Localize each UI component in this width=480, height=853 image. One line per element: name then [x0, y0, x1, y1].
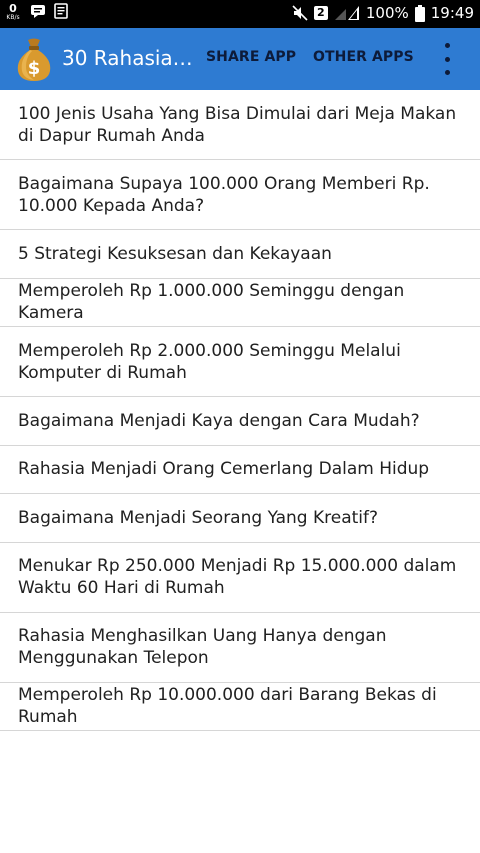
list-item-label: Memperoleh Rp 1.000.000 Seminggu dengan Kamera	[18, 281, 405, 324]
list-item[interactable]	[0, 494, 480, 543]
signal-icon	[334, 5, 360, 21]
status-right	[292, 4, 474, 22]
mute-icon	[292, 5, 308, 21]
money-bag-icon	[14, 37, 54, 83]
article-list	[0, 90, 480, 731]
net-speed-value: 0	[9, 2, 17, 15]
list-item-label: Bagaimana Menjadi Kaya dengan Cara Mudah?	[18, 410, 420, 431]
overflow-dot	[445, 70, 450, 75]
overflow-menu-icon[interactable]	[440, 43, 454, 75]
net-speed-unit: KB/s	[6, 14, 20, 21]
list-item[interactable]	[0, 613, 480, 683]
status-bar	[0, 0, 480, 28]
app-bar	[0, 28, 480, 90]
battery-icon	[415, 5, 425, 22]
list-item-label: Menukar Rp 250.000 Menjadi Rp 15.000.000 dalam Waktu 60 Hari di Rumah	[18, 556, 457, 598]
list-item[interactable]	[0, 90, 480, 160]
list-item[interactable]	[0, 160, 480, 230]
list-item-label: Bagaimana Supaya 100.000 Orang Memberi Rp. 10.000 Kepada Anda?	[18, 173, 430, 216]
battery-percentage: 100%	[365, 4, 409, 22]
list-item-label: Bagaimana Menjadi Seorang Yang Kreatif?	[18, 507, 379, 528]
share-app-button[interactable]: SHARE APP	[206, 49, 297, 65]
net-speed-indicator	[4, 3, 22, 21]
list-item-label: 5 Strategi Kesuksesan dan Kekayaan	[18, 243, 332, 264]
list-item[interactable]	[0, 230, 480, 279]
list-item[interactable]	[0, 397, 480, 446]
sim-badge: 2	[314, 6, 328, 20]
list-item[interactable]	[0, 327, 480, 397]
list-item-label: 100 Jenis Usaha Yang Bisa Dimulai dari Meja Makan di Dapur Rumah Anda	[18, 103, 457, 146]
chat-notification-icon	[30, 3, 46, 19]
document-notification-icon	[54, 3, 68, 19]
clock: 19:49	[430, 4, 474, 22]
list-item[interactable]	[0, 446, 480, 495]
list-item-label: Memperoleh Rp 2.000.000 Seminggu Melalui Komputer di Rumah	[18, 340, 401, 383]
list-item[interactable]	[0, 279, 480, 328]
list-item-label: Rahasia Menjadi Orang Cemerlang Dalam Hidup	[18, 459, 430, 480]
overflow-dot	[445, 57, 450, 62]
list-item-label: Memperoleh Rp 10.000.000 dari Barang Bekas di Rumah	[18, 685, 437, 728]
list-item[interactable]	[0, 543, 480, 613]
other-apps-button[interactable]: OTHER APPS	[313, 49, 414, 65]
status-left	[4, 3, 68, 21]
list-item[interactable]	[0, 683, 480, 732]
list-item-label: Rahasia Menghasilkan Uang Hanya dengan Menggunakan Telepon	[18, 626, 387, 668]
app-title: 30 Rahasia…	[62, 46, 193, 70]
overflow-dot	[445, 43, 450, 48]
svg-text:$: $	[27, 58, 41, 79]
